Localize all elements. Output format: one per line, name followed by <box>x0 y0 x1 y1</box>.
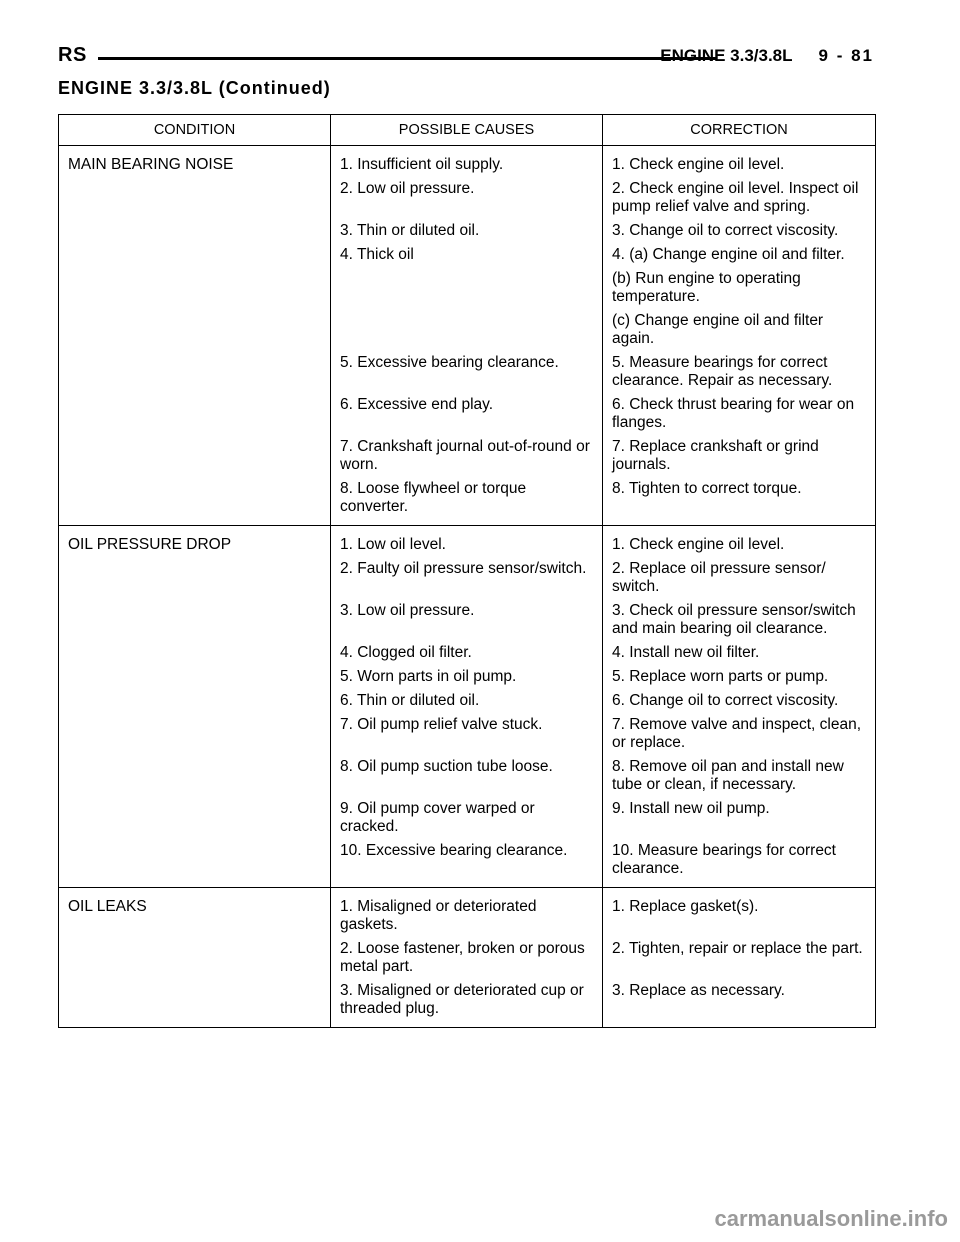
cause-cell: 3. Thin or diluted oil. <box>331 216 603 240</box>
table-row <box>59 888 876 935</box>
correction-cell: (b) Run engine to operating temperature. <box>603 264 876 306</box>
correction-cell: 6. Change oil to correct viscosity. <box>603 686 876 710</box>
watermark: carmanualsonline.info <box>714 1206 948 1231</box>
condition-group <box>59 146 876 526</box>
correction-cell: (c) Change engine oil and filter again. <box>603 306 876 348</box>
correction-cell: 1. Replace gasket(s). <box>603 888 876 935</box>
header-rule <box>98 57 716 60</box>
cause-cell: 5. Worn parts in oil pump. <box>331 662 603 686</box>
cause-cell: 2. Loose fastener, broken or porous metal part. <box>331 934 603 976</box>
condition-group <box>59 526 876 888</box>
table-row <box>59 526 876 555</box>
cause-cell <box>331 264 603 306</box>
cause-cell: 3. Misaligned or deteriorated cup or threaded plug. <box>331 976 603 1028</box>
column-header-condition: CONDITION <box>59 115 331 146</box>
correction-cell: 2. Replace oil pressure sensor/ switch. <box>603 554 876 596</box>
correction-cell: 3. Check oil pressure sensor/switch and main bearing oil clearance. <box>603 596 876 638</box>
correction-cell: 4. (a) Change engine oil and filter. <box>603 240 876 264</box>
header-model-code: RS <box>58 44 87 66</box>
correction-cell: 5. Replace worn parts or pump. <box>603 662 876 686</box>
correction-cell: 4. Install new oil filter. <box>603 638 876 662</box>
cause-cell: 1. Insufficient oil supply. <box>331 146 603 175</box>
cause-cell: 7. Oil pump relief valve stuck. <box>331 710 603 752</box>
correction-cell: 2. Check engine oil level. Inspect oil pump relief valve and spring. <box>603 174 876 216</box>
cause-cell <box>331 306 603 348</box>
cause-cell: 10. Excessive bearing clearance. <box>331 836 603 888</box>
page-number: 9 - 81 <box>818 46 874 65</box>
cause-cell: 1. Low oil level. <box>331 526 603 555</box>
correction-cell: 3. Replace as necessary. <box>603 976 876 1028</box>
condition-cell: OIL LEAKS <box>59 888 331 1028</box>
table-row <box>59 146 876 175</box>
condition-cell: OIL PRESSURE DROP <box>59 526 331 888</box>
header-title: ENGINE 3.3/3.8L <box>660 46 793 65</box>
correction-cell: 10. Measure bearings for correct clearance. <box>603 836 876 888</box>
cause-cell: 4. Clogged oil filter. <box>331 638 603 662</box>
cause-cell: 4. Thick oil <box>331 240 603 264</box>
correction-cell: 7. Remove valve and inspect, clean, or replace. <box>603 710 876 752</box>
correction-cell: 2. Tighten, repair or replace the part. <box>603 934 876 976</box>
cause-cell: 2. Low oil pressure. <box>331 174 603 216</box>
cause-cell: 6. Excessive end play. <box>331 390 603 432</box>
column-header-causes: POSSIBLE CAUSES <box>331 115 603 146</box>
correction-cell: 8. Remove oil pan and install new tube or clean, if necessary. <box>603 752 876 794</box>
section-title: ENGINE 3.3/3.8L (Continued) <box>58 78 331 98</box>
cause-cell: 8. Oil pump suction tube loose. <box>331 752 603 794</box>
column-header-correction: CORRECTION <box>603 115 876 146</box>
cause-cell: 7. Crankshaft journal out-of-round or worn. <box>331 432 603 474</box>
correction-cell: 9. Install new oil pump. <box>603 794 876 836</box>
correction-cell: 8. Tighten to correct torque. <box>603 474 876 526</box>
cause-cell: 8. Loose flywheel or torque converter. <box>331 474 603 526</box>
correction-cell: 1. Check engine oil level. <box>603 146 876 175</box>
cause-cell: 2. Faulty oil pressure sensor/switch. <box>331 554 603 596</box>
correction-cell: 6. Check thrust bearing for wear on flanges. <box>603 390 876 432</box>
correction-cell: 3. Change oil to correct viscosity. <box>603 216 876 240</box>
correction-cell: 7. Replace crankshaft or grind journals. <box>603 432 876 474</box>
cause-cell: 6. Thin or diluted oil. <box>331 686 603 710</box>
condition-cell: MAIN BEARING NOISE <box>59 146 331 526</box>
condition-group <box>59 888 876 1028</box>
cause-cell: 3. Low oil pressure. <box>331 596 603 638</box>
diagnosis-table <box>58 114 876 1028</box>
page-header <box>58 44 874 70</box>
header-right <box>660 46 874 66</box>
table-header-row <box>59 115 876 146</box>
correction-cell: 5. Measure bearings for correct clearance. Repair as necessary. <box>603 348 876 390</box>
cause-cell: 5. Excessive bearing clearance. <box>331 348 603 390</box>
cause-cell: 9. Oil pump cover warped or cracked. <box>331 794 603 836</box>
cause-cell: 1. Misaligned or deteriorated gaskets. <box>331 888 603 935</box>
correction-cell: 1. Check engine oil level. <box>603 526 876 555</box>
